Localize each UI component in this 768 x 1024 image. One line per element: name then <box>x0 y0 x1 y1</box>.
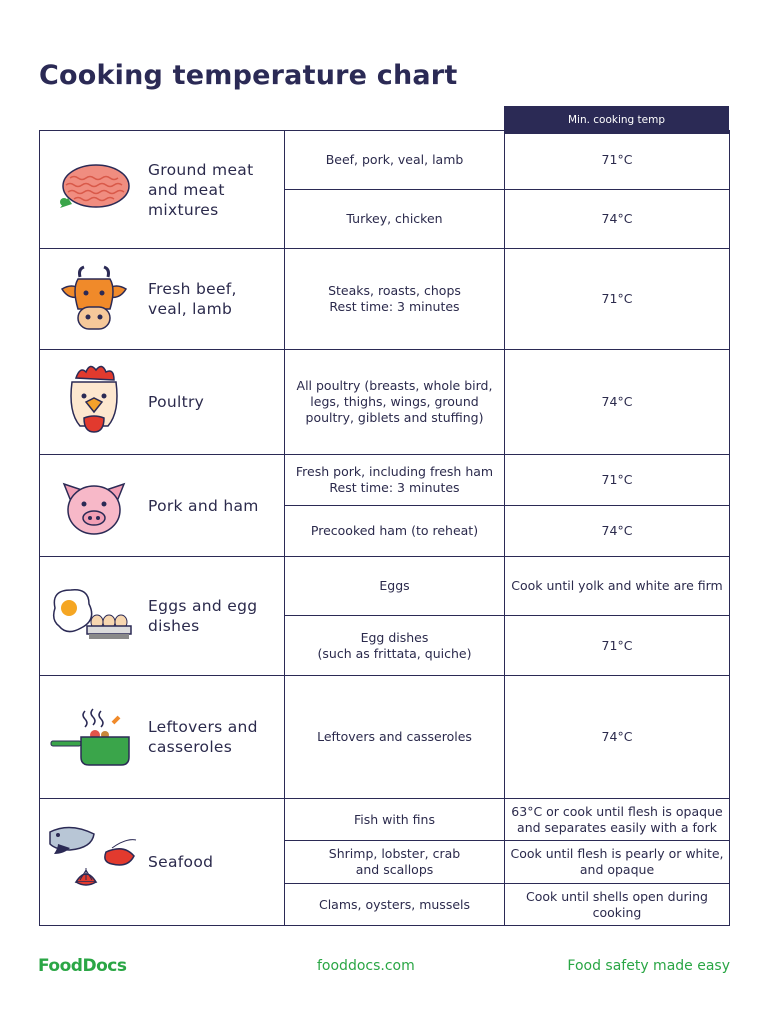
cow-icon <box>40 263 148 335</box>
egg-icon <box>40 586 148 646</box>
table-row <box>40 676 730 799</box>
temp-cell: 71°C <box>505 131 730 190</box>
item-cell: Leftovers and casseroles <box>285 676 505 799</box>
category-cell <box>40 131 285 249</box>
temp-cell: 71°C <box>505 249 730 350</box>
chicken-icon <box>40 362 148 442</box>
table-row <box>40 131 730 190</box>
temp-cell: 71°C <box>505 616 730 676</box>
site-link[interactable]: fooddocs.com <box>317 958 415 974</box>
fooddocs-logo[interactable]: FoodDocs <box>38 956 127 976</box>
temp-cell: Cook until flesh is pearly or white, and opaque <box>505 841 730 884</box>
category-cell <box>40 350 285 455</box>
temp-cell: 71°C <box>505 455 730 506</box>
min-cooking-temp-header: Min. cooking temp <box>504 106 729 134</box>
category-cell <box>40 249 285 350</box>
item-cell: Eggs <box>285 557 505 616</box>
temp-cell: 74°C <box>505 190 730 249</box>
tagline: Food safety made easy <box>567 958 730 974</box>
pot-icon <box>40 705 148 769</box>
table-row <box>40 350 730 455</box>
ground-meat-icon <box>40 160 148 220</box>
temp-cell: 74°C <box>505 676 730 799</box>
item-cell: Steaks, roasts, chops Rest time: 3 minutes <box>285 249 505 350</box>
category-label: Poultry <box>148 393 205 411</box>
category-cell <box>40 676 285 799</box>
category-cell <box>40 799 285 926</box>
item-cell: Egg dishes (such as frittata, quiche) <box>285 616 505 676</box>
item-cell: Beef, pork, veal, lamb <box>285 131 505 190</box>
footer <box>0 956 768 976</box>
table-row <box>40 799 730 841</box>
item-cell: Shrimp, lobster, crab and scallops <box>285 841 505 884</box>
category-cell <box>40 455 285 557</box>
item-cell: Fresh pork, including fresh ham Rest time: 3 minutes <box>285 455 505 506</box>
item-cell: Fish with fins <box>285 799 505 841</box>
pig-icon <box>40 474 148 538</box>
category-label: Eggs and egg dishes <box>148 597 258 635</box>
cooking-temperature-table <box>39 130 730 926</box>
temp-cell: Cook until yolk and white are firm <box>505 557 730 616</box>
category-label: Fresh beef, veal, lamb <box>148 280 237 318</box>
temp-cell: Cook until shells open during cooking <box>505 884 730 926</box>
temp-cell: 74°C <box>505 350 730 455</box>
item-cell: Precooked ham (to reheat) <box>285 506 505 557</box>
item-cell: Clams, oysters, mussels <box>285 884 505 926</box>
table-row <box>40 249 730 350</box>
temp-cell: 63°C or cook until flesh is opaque and separates easily with a fork <box>505 799 730 841</box>
category-cell <box>40 557 285 676</box>
item-cell: All poultry (breasts, whole bird, legs, thighs, wings, ground poultry, giblets and stuffing) <box>285 350 505 455</box>
category-label: Ground meat and meat mixtures <box>148 160 254 219</box>
table-row <box>40 557 730 616</box>
table-row <box>40 455 730 506</box>
category-label: Seafood <box>148 853 214 871</box>
category-label: Pork and ham <box>148 496 259 515</box>
temp-cell: 74°C <box>505 506 730 557</box>
page-title: Cooking temperature chart <box>39 60 458 91</box>
item-cell: Turkey, chicken <box>285 190 505 249</box>
seafood-icon <box>40 822 148 902</box>
category-label: Leftovers and casseroles <box>148 718 258 756</box>
